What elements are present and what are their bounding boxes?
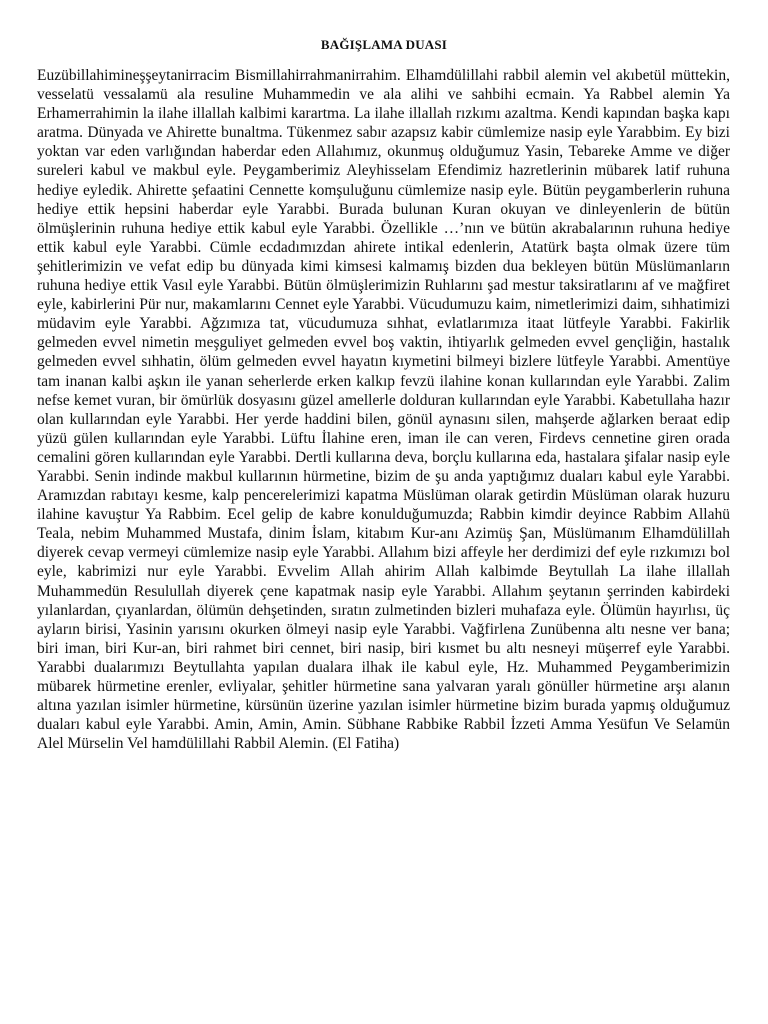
prayer-body-text: Euzübillahimineşşeytanirracim Bismillahirrahmanirrahim. Elhamdülillahi rabbil alemin vel akıbetül müttekin, vesselatü vessalamü ala resuline Muhammedin ve ala alihi ve sahbihi ecmain. Ya Rabbel alemin Ya Erhamerrahimin la ilahe illallah kalbimi karartma. La ilahe illallah rızkımı azaltma. Kendi kapından başka kapı aratma. Dünyada ve Ahirette bunaltma. Tükenmez sabır azapsız kabir cümlemize nasip eyle Yarabbim. Ey bizi yoktan var eden varlığından haberdar eden Allahımız, okunmuş olduğumuz Yasin, Tebareke Amme ve diğer sureleri kabul ve makbul eyle. Peygamberimiz Aleyhisselam Efendimiz hazretlerinin mübarek latif ruhuna hediye eyledik. Ahirette şefaatini Cennette komşuluğunu cümlemize nasip eyle. Bütün peygamberlerin ruhuna hediye ettik hepsini haberdar eyle Yarabbi. Burada bulunan Kuran okuyan ve dinleyenlerin de bütün ölmüşlerinin ruhuna hediye ettik kabul eyle Yarabbi. Özellikle …’nın ve bütün akrabalarının ruhuna hediye ettik kabul eyle Yarabbi. Cümle ecdadımızdan ahirete intikal edenlerin, Atatürk başta olmak üzere tüm şehitlerimizin ve vefat edip bu dünyada kimi kimsesi kalmamış bizden dua bekleyen bütün Müslümanların ruhuna hediye ettik Vasıl eyle Yarabbi. Bütün ölmüşlerimizin Ruhlarını şad mestur taksiratlarını af ve mağfiret eyle, kabirlerini Pür nur, makamlarını Cennet eyle Yarabbi. Vücudumuzu kaim, nimetlerimizi daim, sıhhatimizi müdavim eyle Yarabbi. Ağzımıza tat, vücudumuza sıhhat, evlatlarımıza itaat lütfeyle Yarabbi. Fakirlik gelmeden evvel nimetin meşguliyet gelmeden evvel boş vaktin, ihtiyarlık gelmeden evvel gençliğin, hastalık gelmeden evvel sıhhatin, ölüm gelmeden evvel hayatın kıymetini bilmeyi bizlere lütfeyle Yarabbi. Amentüye tam inanan kalbi aşkın ile yanan seherlerde erken kalkıp fevzü ilahine konan kullarından eyle Yarabbi. Zalim nefse kemet vuran, bir ömürlük dosyasını güzel amellerle dolduran kullarından eyle Yarabbi. Kabetullaha hazır olan kullarından eyle Yarabbi. Her yerde haddini bilen, gönül aynasını silen, mahşerde ağlarken beraat edip yüzü gülen kullarından eyle Yarabbi. Lüftu İlahine eren, iman ile can veren, Firdevs cennetine giren orada cemalini gören kullarından eyle Yarabbi. Dertli kullarına deva, borçlu kullarına eda, hastalara şifalar nasip eyle Yarabbi. Senin indinde makbul kullarının hürmetine, bizim de şu anda yaptığımız duaları kabul eyle Yarabbi. Aramızdan rabıtayı kesme, kalp pencerelerimizi kapatma Müslüman olarak getirdin Müslüman olarak huzuru ilahine kavuştur Ya Rabbim. Ecel gelip de kabre konulduğumuzda; Rabbin kimdir deyince Rabbim Allahü Teala, nebim Muhammed Mustafa, dinim İslam, kitabım Kur-anı Azimüş Şan, Müslümanım Elhamdülillah diyerek cevap vermeyi cümlemize nasip eyle Yarabbi. Allahım bizi affeyle her derdimizi def eyle rızkımızı bol eyle, kabrimizi nur eyle Yarabbi. Evvelim Allah ahirim Allah kalbimde Beytullah La ilahe illallah Muhammedün Resulullah diyerek çene kapatmak nasip eyle Yarabbi. Allahım şeytanın şerrinden kabirdeki yılanlardan, çıyanlardan, ölümün dehşetinden, sıratın zulmetinden bizleri muhafaza eyle. Ölümün hayırlısı, üç ayların birisi, Yasinin yarısını okurken ölmeyi nasip eyle Yarabbi. Vağfirlena Zunübenna altı nesne ver bana; biri iman, biri Kur-an, biri rahmet biri cennet, biri nasip, biri kısmet bu altı nesneyi müşerref eyle Yarabbi. Yarabbi dualarımızı Beytullahta yapılan dualara ilhak ile kabul eyle, Hz. Muhammed Peygamberimizin mübarek hürmetine erenler, evliyalar, şehitler hürmetine sana yalvaran yaralı gönüller hürmetine arşı alanın altına yazılan isimler hürmetine, kürsünün üzerine yazılan isimler hürmetine bizim burada yapmış olduğumuz duaları kabul eyle Yarabbi. Amin, Amin, Amin. Sübhane Rabbike Rabbil İzzeti Amma Yesüfun Ve Selamün Alel Mürselin Vel hamdülillahi Rabbil Alemin. (El Fatiha) <box>37 67 730 753</box>
document-title: BAĞIŞLAMA DUASI <box>320 37 448 52</box>
